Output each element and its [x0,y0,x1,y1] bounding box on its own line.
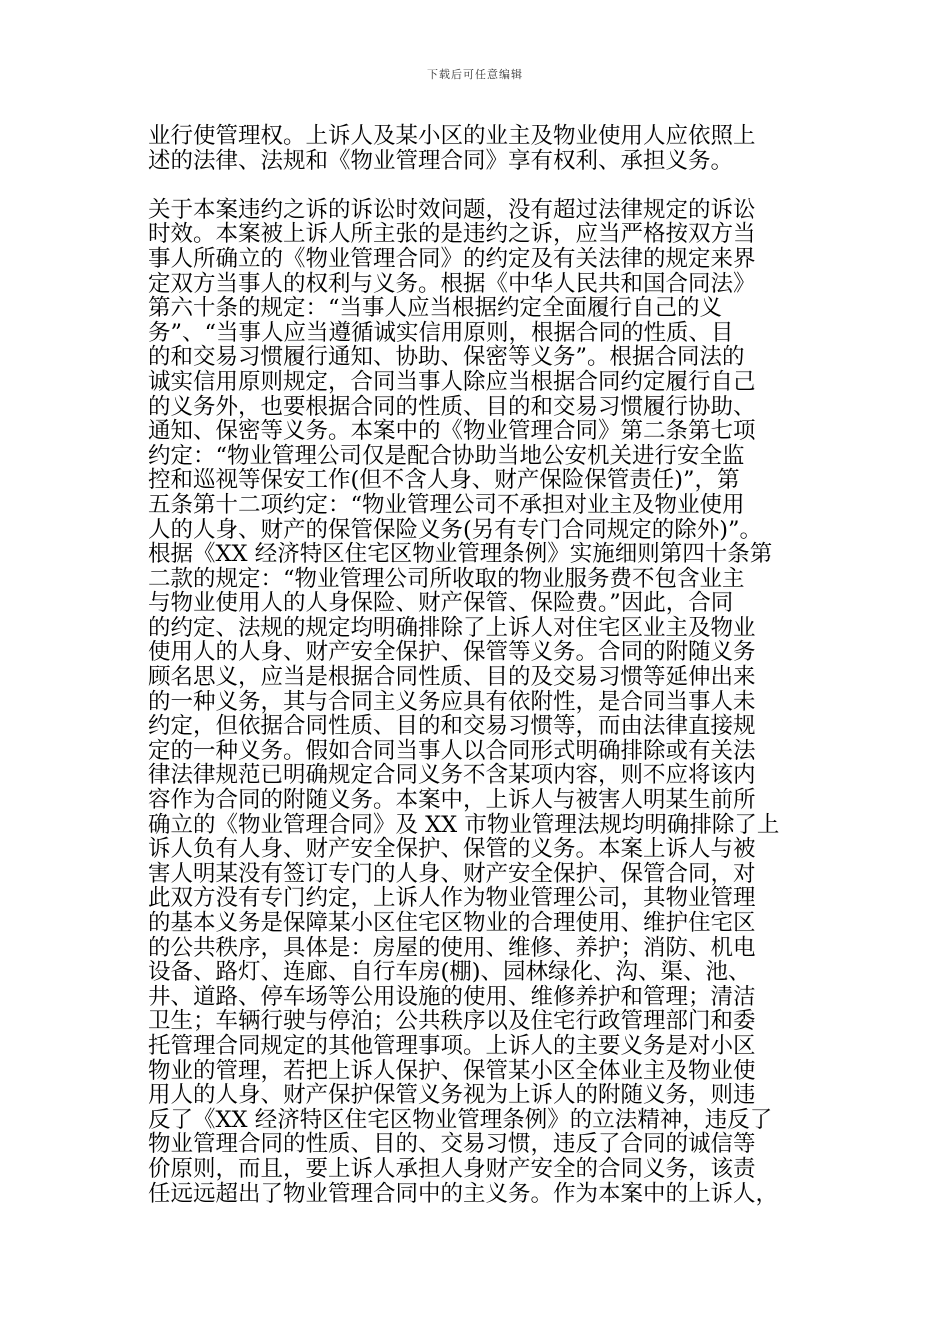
text-line: 诚实信用原则规定，合同当事人除应当根据合同约定履行自己 [148,368,756,395]
text-line: 事人所确立的《物业管理合同》的约定及有关法律的规定来界 [148,245,756,272]
text-line: 确立的《物业管理合同》及 XX 市物业管理法规均明确排除了上 [148,811,780,838]
text-line: 时效。本案被上诉人所主张的是违约之诉，应当严格按双方当 [148,221,756,248]
text-line: 第六十条的规定：“当事人应当根据约定全面履行自己的义 [148,295,723,322]
text-line: 此双方没有专门约定，上诉人作为物业管理公司，其物业管理 [148,885,756,912]
paragraph-gap [148,173,808,198]
text-line: 与物业使用人的人身保险、财产保管、保险费。”因此，合同 [148,590,734,617]
text-line: 诉人负有人身、财产安全保护、保管的义务。本案上诉人与被 [148,836,756,863]
page-header: 下载后可任意编辑 [427,68,523,81]
text-line: 反了《XX 经济特区住宅区物业管理条例》的立法精神，违反了 [148,1106,773,1133]
text-line: 二款的规定：“物业管理公司所收取的物业服务费不包含业主 [148,565,745,592]
text-line: 人的人身、财产的保管保险义务(另有专门合同规定的除外)”。 [148,516,763,543]
text-line: 价原则，而且，要上诉人承担人身财产安全的合同义务，该责 [148,1155,756,1182]
text-line: 的义务外，也要根据合同的性质、目的和交易习惯履行协助、 [148,393,756,420]
text-line: 务”、“当事人应当遵循诚实信用原则，根据合同的性质、目 [148,319,734,346]
text-line: 五条第十二项约定：“物业管理公司不承担对业主及物业使用 [148,491,745,518]
text-line: 控和巡视等保安工作(但不含人身、财产保险保管责任)”，第 [148,467,740,494]
text-line: 设备、路灯、连廊、自行车房(棚)、园林绿化、沟、渠、池、 [148,959,751,986]
text-line: 使用人的人身、财产安全保护、保管等义务。合同的附随义务 [148,639,756,666]
text-line: 述的法律、法规和《物业管理合同》享有权利、承担义务。 [148,147,734,174]
paragraph-2 [148,198,808,1206]
text-line: 定的一种义务。假如合同当事人以合同形式明确排除或有关法 [148,737,756,764]
document-body [148,124,808,1206]
text-line: 律法律规范已明确规定合同义务不含某项内容，则不应将该内 [148,762,756,789]
text-line: 井、道路、停车场等公用设施的使用、维修养护和管理；清洁 [148,983,756,1010]
text-line: 约定：“物业管理公司仅是配合协助当地公安机关进行安全监 [148,442,745,469]
text-line: 通知、保密等义务。本案中的《物业管理合同》第二条第七项 [148,418,756,445]
text-line: 根据《XX 经济特区住宅区物业管理条例》实施细则第四十条第 [148,541,773,568]
text-line: 的基本义务是保障某小区住宅区物业的合理使用、维护住宅区 [148,910,756,936]
text-line: 用人的人身、财产保护保管义务视为上诉人的附随义务，则违 [148,1082,756,1109]
text-line: 业行使管理权。上诉人及某小区的业主及物业使用人应依照上 [148,123,756,149]
text-line: 托管理合同规定的其他管理事项。上诉人的主要义务是对小区 [148,1032,756,1059]
text-line: 约定，但依据合同性质、目的和交易习惯等，而由法律直接规 [148,713,756,740]
text-line: 的一种义务，其与合同主义务应具有依附性，是合同当事人未 [148,688,756,715]
text-line: 的和交易习惯履行通知、协助、保密等义务”。根据合同法的 [148,344,745,371]
text-line: 的约定、法规的规定均明确排除了上诉人对住宅区业主及物业 [148,614,756,641]
text-line: 物业管理合同的性质、目的、交易习惯，违反了合同的诚信等 [148,1131,756,1158]
text-line: 顾名思义，应当是根据合同性质、目的及交易习惯等延伸出来 [148,664,756,691]
text-line: 定双方当事人的权利与义务。根据《中华人民共和国合同法》 [148,270,756,297]
text-line: 任远远超出了物业管理合同中的主义务。作为本案中的上诉人， [148,1180,779,1207]
text-line: 的公共秩序，具体是：房屋的使用、维修、养护；消防、机电 [148,934,756,961]
text-line: 容作为合同的附随义务。本案中，上诉人与被害人明某生前所 [148,787,756,814]
text-line: 关于本案违约之诉的诉讼时效问题，没有超过法律规定的诉讼 [148,196,756,223]
paragraph-1 [148,124,808,173]
text-line: 物业的管理，若把上诉人保护、保管某小区全体业主及物业使 [148,1057,756,1084]
text-line: 卫生；车辆行驶与停泊；公共秩序以及住宅行政管理部门和委 [148,1008,756,1035]
text-line: 害人明某没有签订专门的人身、财产安全保护、保管合同，对 [148,860,756,887]
